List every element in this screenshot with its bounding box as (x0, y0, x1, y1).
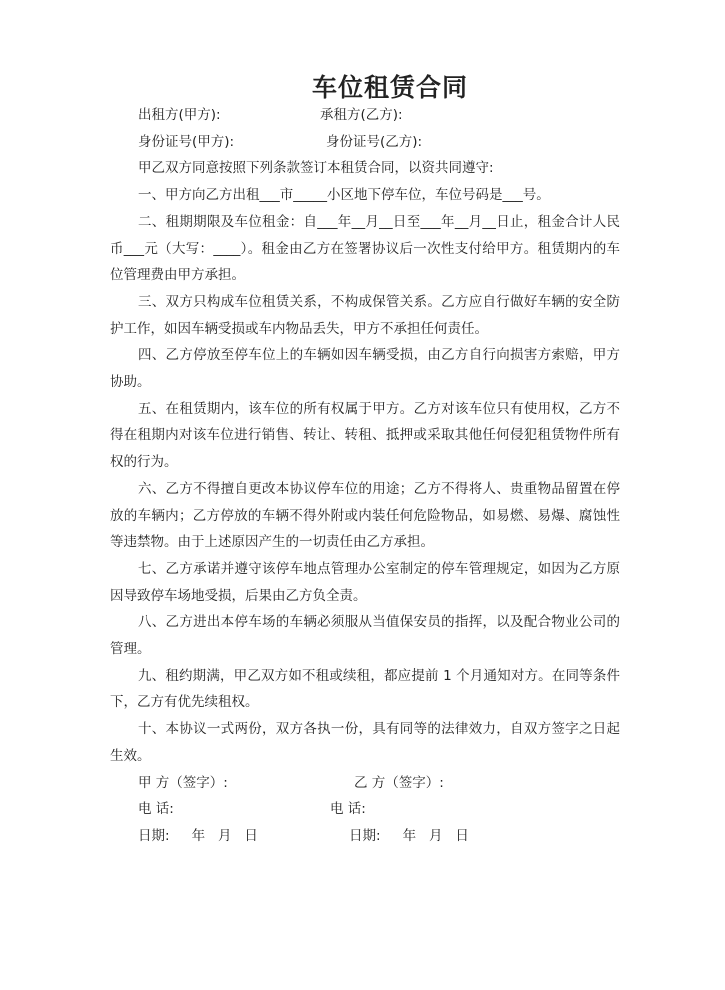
clause-7: 七、乙方承诺并遵守该停车地点管理办公室制定的停车管理规定，如因为乙方原因导致停车场地受损，后果由乙方负全责。 (110, 560, 620, 604)
clause-8: 八、乙方进出本停车场的车辆必须服从当值保安员的指挥，以及配合物业公司的管理。 (110, 614, 620, 658)
phone-b-label: 电 话: (330, 801, 366, 818)
intro-paragraph: 甲乙双方同意按照下列条款签订本租赁合同，以资共同遵守: (138, 160, 494, 177)
lessee-label: 承租方(乙方): (320, 107, 403, 123)
clause-4: 四、乙方停放至停车位上的车辆如因车辆受损，由乙方自行向损害方索赔，甲方协助。 (110, 347, 620, 391)
date-a-month: 月 (217, 827, 232, 844)
date-b-month: 月 (428, 827, 443, 844)
clause-9: 九、租约期满，甲乙双方如不租或续租，都应提前 1 个月通知对方。在同等条件下，乙方有优先续租权。 (110, 667, 620, 711)
phone-a-label: 电 话: (138, 801, 174, 818)
date-b (349, 823, 469, 850)
contract-body (110, 102, 620, 850)
date-a (110, 823, 349, 850)
party-a-signature-label: 甲 方（签字）: (138, 774, 228, 791)
document-title: 车位租赁合同 (311, 73, 468, 102)
clause-3: 三、双方只构成车位租赁关系，不构成保管关系。乙方应自行做好车辆的安全防护工作，如因车辆受损或车内物品丢失，甲方不承担任何责任。 (110, 293, 620, 337)
phone-row (110, 796, 620, 823)
clause-2: 二、租期期限及车位租金：自___年__月__日至___年__月__日止，租金合计人民币___元（大写：____）。租金由乙方在签署协议后一次性支付给甲方。租赁期内的车位管理费由甲方承担。 (110, 213, 620, 284)
clause-6: 六、乙方不得擅自更改本协议停车位的用途；乙方不得将人、贵重物品留置在停放的车辆内；乙方停放的车辆不得外附或内装任何危险物品，如易燃、易爆、腐蚀性等违禁物。由于上述原因产生的一切责任由乙方承担。 (110, 480, 620, 551)
date-b-label: 日期: (349, 827, 381, 844)
clause-1: 一、甲方向乙方出租___市_____小区地下停车位，车位号码是___号。 (138, 187, 550, 204)
date-b-year: 年 (402, 827, 417, 844)
date-a-year: 年 (191, 827, 206, 844)
id-b-label: 身份证号(乙方): (326, 133, 423, 150)
id-a-label: 身份证号(甲方): (138, 133, 235, 150)
lessor-label: 出租方(甲方): (138, 107, 221, 123)
clause-5: 五、在租赁期内，该车位的所有权属于甲方。乙方对该车位只有使用权，乙方不得在租期内对该车位进行销售、转让、转租、抵押或采取其他任何侵犯租赁物件所有权的行为。 (110, 400, 620, 471)
date-a-label: 日期: (138, 827, 170, 844)
id-row (110, 129, 620, 156)
signature-row (110, 770, 620, 797)
date-row (110, 823, 620, 850)
parties-row (110, 102, 620, 129)
clause-10: 十、本协议一式两份，双方各执一份，具有同等的法律效力，自双方签字之日起生效。 (110, 721, 620, 764)
date-a-day: 日 (244, 827, 258, 844)
party-b-signature-label: 乙 方（签字）: (354, 774, 444, 791)
date-b-day: 日 (455, 827, 469, 844)
